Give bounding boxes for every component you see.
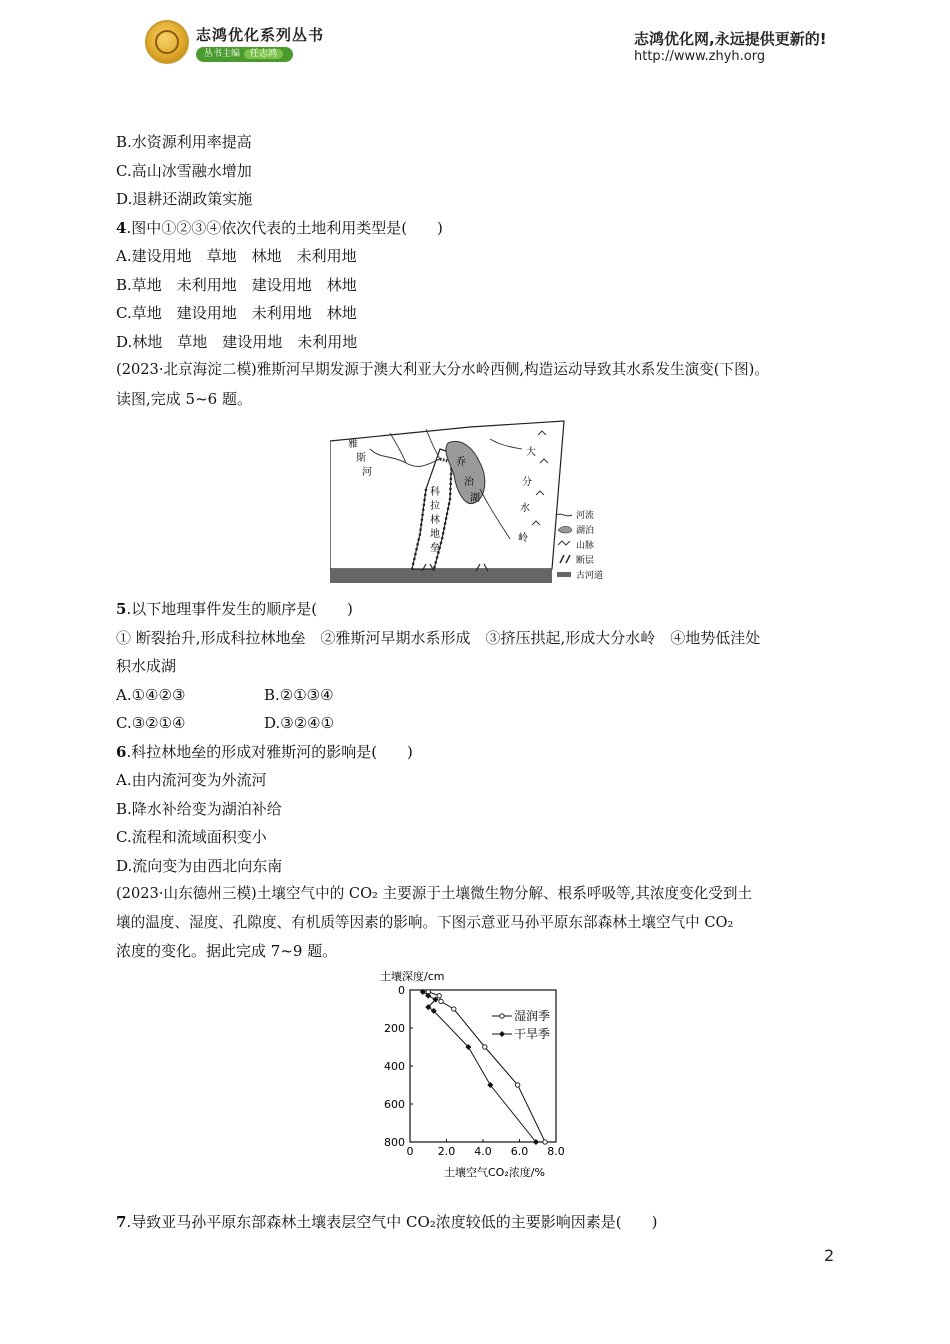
svg-text:斯: 斯 xyxy=(356,453,366,464)
page-content xyxy=(116,128,836,1236)
site-url[interactable]: http://www.zhyh.org xyxy=(634,49,766,64)
site-slogan: 志鸿优化网,永远提供更新的! xyxy=(634,30,827,48)
chart-legend xyxy=(492,1008,550,1041)
y-tick-label: 0 xyxy=(398,983,405,997)
label-lake: 乔 xyxy=(456,457,466,468)
editor-badge xyxy=(196,47,293,62)
svg-text:断层: 断层 xyxy=(576,556,595,566)
intro-text: 壤的温度、湿度、孔隙度、有机质等因素的影响。下图示意亚马孙平原东部森林土壤空气中 CO₂ xyxy=(116,913,734,931)
data-point-wet xyxy=(515,1082,519,1086)
x-tick-label: 4.0 xyxy=(474,1144,492,1158)
y-tick-label: 600 xyxy=(384,1097,405,1111)
data-point-wet xyxy=(543,1139,547,1143)
svg-text:岭: 岭 xyxy=(518,533,528,544)
svg-text:古河道: 古河道 xyxy=(576,571,604,581)
svg-text:分: 分 xyxy=(522,477,532,488)
option-c: C.③②①④ xyxy=(116,714,186,732)
question-stem: .科拉林地垒的形成对雅斯河的影响是( ) xyxy=(126,742,413,761)
intro-text: 读图,完成 5~6 题。 xyxy=(116,389,252,408)
question-6 xyxy=(116,738,836,767)
page-header xyxy=(0,0,950,100)
legend-dry: 干旱季 xyxy=(514,1026,551,1041)
option-b: B.②①③④ xyxy=(264,685,334,704)
svg-text:河流: 河流 xyxy=(576,511,595,521)
page-number: 2 xyxy=(824,1246,835,1265)
question-number: 7 xyxy=(116,1212,127,1231)
editor-name: 任志鸿 xyxy=(244,49,283,59)
option-line: D.退耕还湖政策实施 xyxy=(116,190,253,208)
option-line: B.水资源利用率提高 xyxy=(116,133,252,151)
question-number: 5 xyxy=(116,600,127,618)
question-stem: .图中①②③④依次代表的土地利用类型是( ) xyxy=(126,218,443,237)
option-line: B.草地 未利用地 建设用地 林地 xyxy=(116,275,357,294)
river-evolution-map xyxy=(330,419,622,585)
label-horst: 科 xyxy=(430,487,440,498)
intro-text: 浓度的变化。据此完成 7~9 题。 xyxy=(116,942,338,960)
data-point-dry xyxy=(425,992,431,998)
chart-xlabel: 土壤空气CO₂浓度/% xyxy=(444,1165,545,1178)
data-point-wet xyxy=(439,999,443,1003)
x-tick-label: 2.0 xyxy=(437,1144,456,1158)
svg-text:水: 水 xyxy=(520,503,530,514)
option-line: D.林地 草地 建设用地 未利用地 xyxy=(116,332,358,351)
question-4 xyxy=(116,214,836,243)
legend-wet: 湿润季 xyxy=(514,1008,551,1023)
data-point-wet xyxy=(452,1006,456,1010)
option-line: A.由内流河变为外流河 xyxy=(116,771,267,789)
svg-text:拉: 拉 xyxy=(430,501,440,512)
question-7 xyxy=(116,1208,836,1237)
svg-text:垒: 垒 xyxy=(430,543,440,554)
chart-ylabel: 土壤深度/cm xyxy=(380,969,445,983)
series-title: 志鸿优化系列丛书 xyxy=(196,26,325,44)
option-line: C.高山冰雪融水增加 xyxy=(116,161,252,180)
option-line: B.降水补给变为湖泊补给 xyxy=(116,799,282,818)
co2-chart xyxy=(374,970,580,1178)
y-tick-label: 200 xyxy=(384,1021,405,1035)
option-row xyxy=(116,681,836,710)
label-river: 雅 xyxy=(348,439,358,450)
data-point-wet xyxy=(483,1044,487,1048)
label-range: 大 xyxy=(526,447,536,458)
data-point-wet xyxy=(437,993,441,997)
option-d: D.③②④① xyxy=(264,714,335,732)
option-line: C.流程和流域面积变小 xyxy=(116,828,267,846)
question-stem: .导致亚马孙平原东部森林土壤表层空气中 CO₂浓度较低的主要影响因素是( ) xyxy=(126,1212,658,1231)
event-list: 积水成湖 xyxy=(116,657,177,675)
question-number: 4 xyxy=(116,218,127,237)
y-tick-label: 400 xyxy=(384,1059,405,1073)
x-tick-label: 0 xyxy=(406,1144,414,1158)
svg-text:湖泊: 湖泊 xyxy=(576,526,595,536)
publisher-logo xyxy=(145,20,189,64)
question-stem: .以下地理事件发生的顺序是( ) xyxy=(126,600,353,618)
x-tick-label: 8.0 xyxy=(547,1144,565,1158)
svg-text:地: 地 xyxy=(430,529,440,540)
option-line: C.草地 建设用地 未利用地 林地 xyxy=(116,304,357,322)
svg-text:林: 林 xyxy=(430,515,440,526)
svg-text:山脉: 山脉 xyxy=(576,541,595,551)
question-number: 6 xyxy=(116,742,127,761)
intro-text: (2023·北京海淀二模)雅斯河早期发源于澳大利亚大分水岭西侧,构造运动导致其水系发生演变(下图)。 xyxy=(116,361,769,378)
svg-text:治: 治 xyxy=(464,477,474,488)
x-tick-label: 6.0 xyxy=(510,1144,529,1158)
option-a: A.①④②③ xyxy=(116,685,186,704)
option-line: D.流向变为由西北向东南 xyxy=(116,856,283,875)
map-legend xyxy=(556,509,603,581)
editor-label: 丛书主编 xyxy=(204,49,241,59)
intro-text: (2023·山东德州三模)土壤空气中的 CO₂ 主要源于土壤微生物分解、根系呼吸等,其浓度变化受到土 xyxy=(116,885,753,902)
svg-text:河: 河 xyxy=(362,467,372,478)
event-list: ① 断裂抬升,形成科拉林地垒 ②雅斯河早期水系形成 ③挤压拱起,形成大分水岭 ④地势低洼处 xyxy=(116,628,761,647)
svg-text:湖: 湖 xyxy=(470,493,480,504)
y-tick-label: 800 xyxy=(384,1135,405,1149)
option-row xyxy=(116,709,836,738)
option-line: A.建设用地 草地 林地 未利用地 xyxy=(116,247,357,265)
question-5 xyxy=(116,595,836,624)
